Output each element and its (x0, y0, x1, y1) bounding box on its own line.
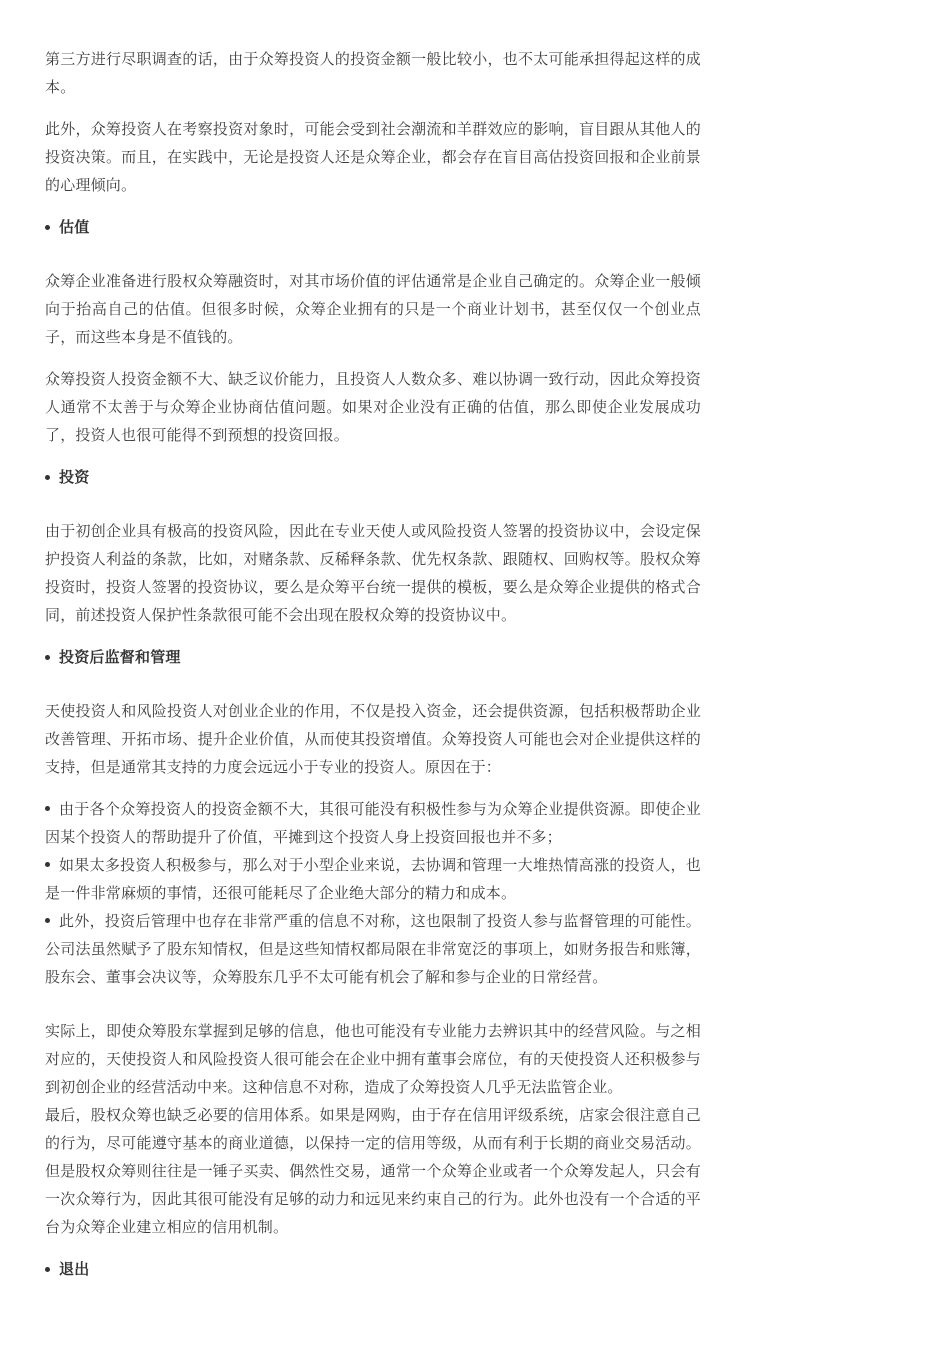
paragraph-valuation-1: 众筹企业准备进行股权众筹融资时，对其市场价值的评估通常是企业自己确定的。众筹企业一般倾向于抬高自己的估值。但很多时候，众筹企业拥有的只是一个商业计划书，甚至仅仅一个创业点子，而这些本身是不值钱的。 (45, 272, 701, 346)
list-item: 由于各个众筹投资人的投资金额不大，其很可能没有积极性参与为众筹企业提供资源。即使企业因某个投资人的帮助提升了价值，平摊到这个投资人身上投资回报也并不多； (45, 795, 701, 851)
list-item: 此外，投资后管理中也存在非常严重的信息不对称，这也限制了投资人参与监督管理的可能性。公司法虽然赋予了股东知情权，但是这些知情权都局限在非常宽泛的事项上，如财务报告和账簿，股东会、董事会决议等，众筹股东几乎不太可能有机会了解和参与企业的日常经营。 (45, 907, 701, 991)
paragraph-post-investment: 天使投资人和风险投资人对创业企业的作用，不仅是投入资金，还会提供资源，包括积极帮助企业改善管理、开拓市场、提升企业价值，从而使其投资增值。众筹投资人可能也会对企业提供这样的支持，但是通常其支持的力度会远远小于专业的投资人。原因在于： (45, 702, 701, 776)
paragraph-credit-system: 最后，股权众筹也缺乏必要的信用体系。如果是网购，由于存在信用评级系统，店家会很注意自己的行为，尽可能遵守基本的商业道德，以保持一定的信用等级，从而有利于长期的商业交易活动。但是股权众筹则往往是一锤子买卖、偶然性交易，通常一个众筹企业或者一个众筹发起人，只会有一次众筹行为，因此其很可能没有足够的动力和远见来约束自己的行为。此外也没有一个合适的平台为众筹企业建立相应的信用机制。 (45, 1106, 701, 1236)
paragraph-information-asymmetry: 实际上，即使众筹股东掌握到足够的信息，他也可能没有专业能力去辨识其中的经营风险。与之相对应的，天使投资人和风险投资人很可能会在企业中拥有董事会席位，有的天使投资人还积极参与到初创企业的经营活动中来。这种信息不对称，造成了众筹投资人几乎无法监管企业。 (45, 1022, 701, 1096)
paragraph-herd-effect: 此外，众筹投资人在考察投资对象时，可能会受到社会潮流和羊群效应的影响，盲目跟从其他人的投资决策。而且，在实践中，无论是投资人还是众筹企业，都会存在盲目高估投资回报和企业前景的心理倾向。 (45, 120, 701, 194)
paragraph-due-diligence: 第三方进行尽职调查的话，由于众筹投资人的投资金额一般比较小，也不太可能承担得起这样的成本。 (45, 50, 701, 96)
article-body (45, 45, 701, 1309)
section-heading-exit: 退出 (45, 1255, 701, 1283)
paragraph-valuation-2: 众筹投资人投资金额不大、缺乏议价能力，且投资人人数众多、难以协调一致行动，因此众筹投资人通常不太善于与众筹企业协商估值问题。如果对企业没有正确的估值，那么即使企业发展成功了，投资人也很可能得不到预想的投资回报。 (45, 370, 701, 444)
section-heading-post-investment: 投资后监督和管理 (45, 643, 701, 671)
section-heading-investment: 投资 (45, 463, 701, 491)
paragraph-investment: 由于初创企业具有极高的投资风险，因此在专业天使人或风险投资人签署的投资协议中，会设定保护投资人利益的条款，比如，对赌条款、反稀释条款、优先权条款、跟随权、回购权等。股权众筹投资时，投资人签署的投资协议，要么是众筹平台统一提供的模板，要么是众筹企业提供的格式合同，前述投资人保护性条款很可能不会出现在股权众筹的投资协议中。 (45, 522, 701, 624)
reasons-list (45, 795, 701, 991)
list-item: 如果太多投资人积极参与，那么对于小型企业来说，去协调和管理一大堆热情高涨的投资人，也是一件非常麻烦的事情，还很可能耗尽了企业绝大部分的精力和成本。 (45, 851, 701, 907)
section-heading-valuation: 估值 (45, 213, 701, 241)
